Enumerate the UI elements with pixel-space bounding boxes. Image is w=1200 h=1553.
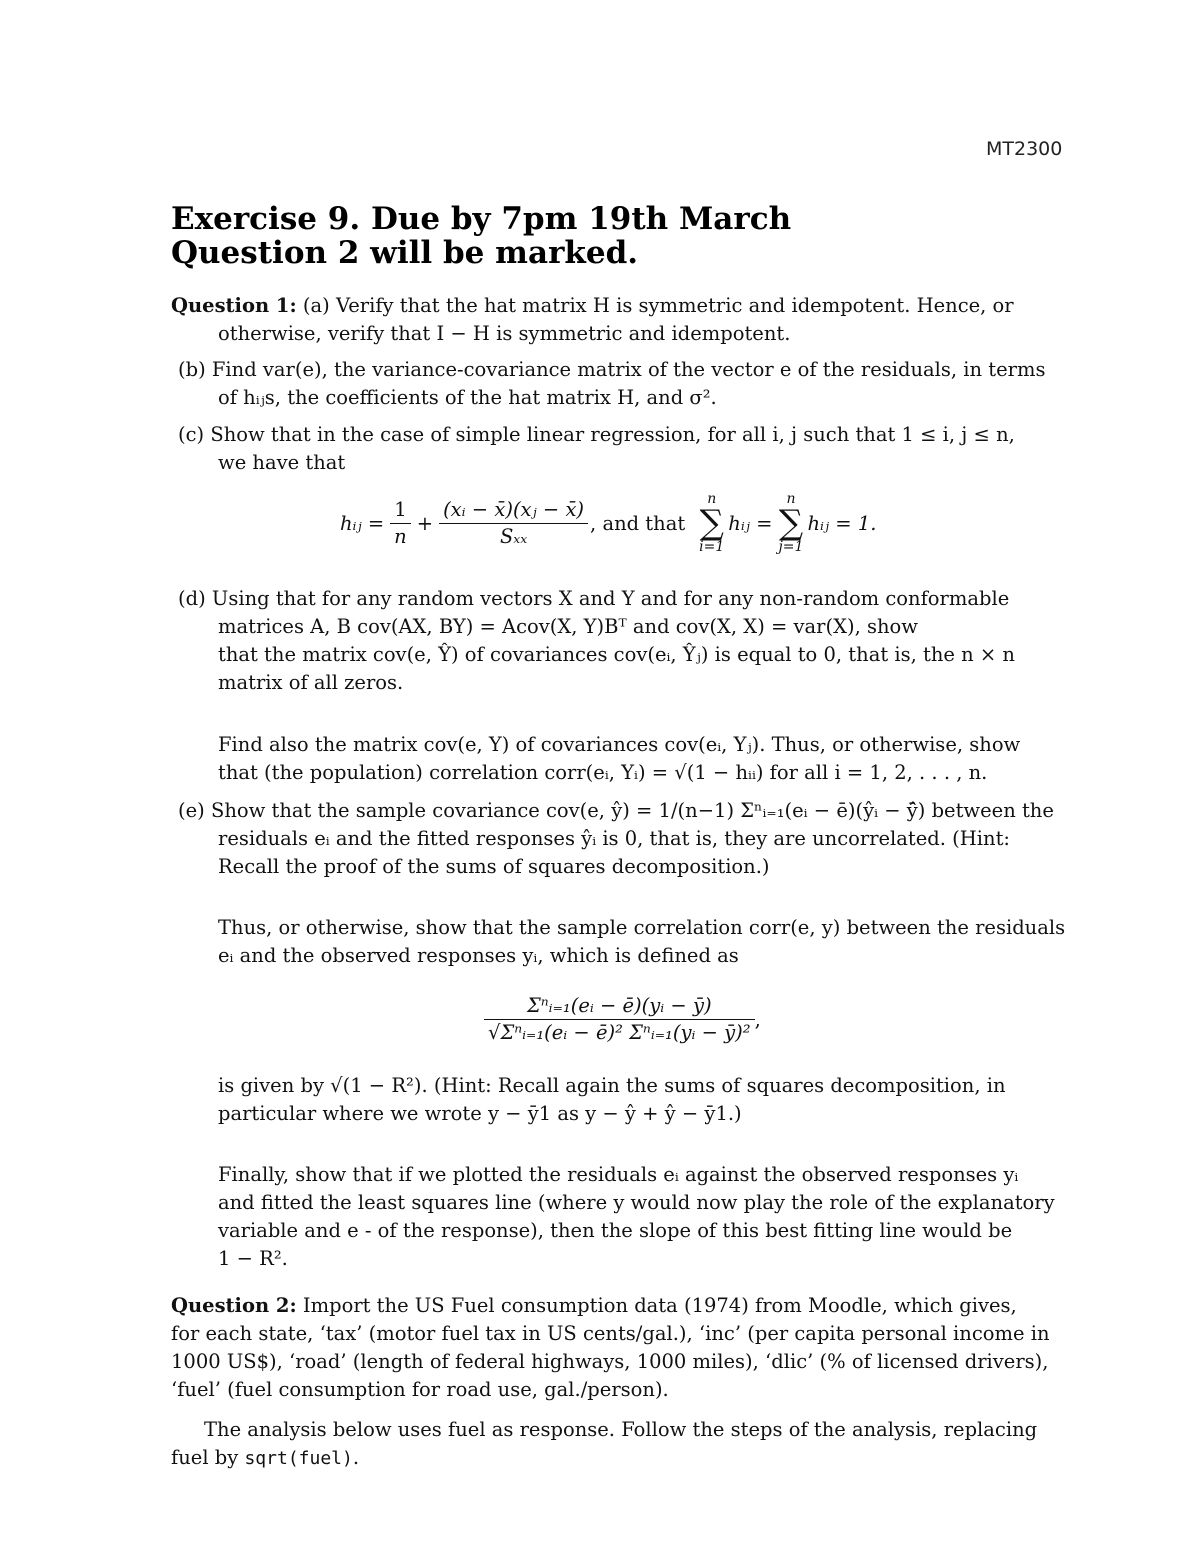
fraction-one-over-n [390,497,411,550]
q2-intro-text: Import the US Fuel consumption data (1974) from Moodle, which gives, [302,1294,1017,1317]
fraction-denominator: Sₓₓ [499,524,528,548]
sum-upper-limit: n [707,491,717,507]
sigma-symbol: ∑ [699,503,724,543]
hat-matrix-formula [340,480,876,566]
q1-e-line6: is given by √(1 − R²). (Hint: Recall again the sums of squares decomposition, in [218,1074,1006,1097]
q1-d-line5: Find also the matrix cov(e, Y) of covariances cov(eᵢ, Yⱼ). Thus, or otherwise, show [218,733,1021,756]
q1-e-line3: Recall the proof of the sums of squares decomposition.) [218,855,770,878]
sample-correlation-formula [484,984,761,1054]
course-code: MT2300 [986,138,1063,160]
q2-line3: 1000 US$), ‘road’ (length of federal highways, 1000 miles), ‘dlic’ (% of licensed drivers), [171,1350,1049,1373]
q2-line6-suffix: . [352,1446,360,1469]
q1-a-first-line [171,292,1060,320]
fraction-numerator: 1 [390,497,411,524]
formula-connector: , and that [590,511,686,535]
fraction-numerator: (xᵢ − x̄)(xⱼ − x̄) [439,497,588,524]
q1-e-line10: variable and e - of the response), then the slope of this best fitting line would be [218,1219,1013,1242]
q1-a-line2: otherwise, verify that I − H is symmetric and idempotent. [218,322,791,345]
formula-comma: , [754,1007,761,1031]
formula-term: hᵢⱼ = [728,511,773,535]
q1-a-text: (a) Verify that the hat matrix H is symmetric and idempotent. Hence, or [302,294,1014,317]
q1-d-line3: that the matrix cov(e, Ŷ) of covariances cov(eᵢ, Ŷⱼ) is equal to 0, that is, the n × n [218,643,1015,666]
code-sqrt-fuel: sqrt(fuel) [244,1448,353,1469]
sigma-symbol: ∑ [778,503,804,543]
q1-d-line6: that (the population) correlation corr(eᵢ, Yᵢ) = √(1 − hᵢᵢ) for all i = 1, 2, . . . , n. [218,761,988,784]
q1-d-line2: matrices A, B cov(AX, BY) = Acov(X, Y)Bᵀ and cov(X, X) = var(X), show [218,615,918,638]
q2-line5: The analysis below uses fuel as response. Follow the steps of the analysis, replacing [204,1418,1038,1441]
q2-line6 [171,1444,1060,1473]
q1-c-line2: we have that [218,451,346,474]
q2-line6-prefix: fuel by [171,1446,239,1469]
q2-label: Question 2: [171,1294,297,1317]
page-title: Exercise 9. Due by 7pm 19th March [171,201,792,237]
fraction-denominator: √Σⁿᵢ₌₁(eᵢ − ē)² Σⁿᵢ₌₁(yᵢ − ȳ)² [488,1020,751,1044]
fraction-leverage-term [439,497,588,550]
fraction-denominator: n [394,524,407,548]
q1-e-line11: 1 − R². [218,1247,288,1270]
q2-line1 [171,1292,1060,1320]
sum-over-i [699,492,724,554]
q1-c-line1: (c) Show that in the case of simple linear regression, for all i, j such that 1 ≤ i, j ≤ n, [178,423,1015,446]
q1-b-line2: of hᵢⱼs, the coefficients of the hat matrix H, and σ². [218,386,717,409]
sum-lower-limit: i=1 [699,539,725,555]
q1-d-line1: (d) Using that for any random vectors X and Y and for any non-random conformable [178,587,1010,610]
q1-b-line1: (b) Find var(e), the variance-covariance matrix of the vector e of the residuals, in terms [178,358,1046,381]
formula-lhs: hᵢⱼ = [340,511,385,535]
q1-e-line9: and fitted the least squares line (where y would now play the role of the explanatory [218,1191,1055,1214]
q1-e-line7: particular where we wrote y − ȳ1 as y − ŷ + ŷ − ȳ1.) [218,1102,742,1125]
sum-lower-limit: j=1 [778,539,804,555]
q1-e-line8: Finally, show that if we plotted the residuals eᵢ against the observed responses yᵢ [218,1163,1019,1186]
q1-e-line1: (e) Show that the sample covariance cov(e, ŷ) = 1/(n−1) Σⁿᵢ₌₁(eᵢ − ē)(ŷᵢ − ȳ̂) between the [178,799,1054,822]
q1-e-line4: Thus, or otherwise, show that the sample correlation corr(e, y) between the residuals [218,916,1066,939]
q1-e-line2: residuals eᵢ and the fitted responses ŷᵢ is 0, that is, they are uncorrelated. (Hint: [218,827,1010,850]
q2-line4: ‘fuel’ (fuel consumption for road use, gal./person). [171,1378,669,1401]
plus-sign: + [416,511,434,535]
sqrt-argument: Σⁿᵢ₌₁(eᵢ − ē)² Σⁿᵢ₌₁(yᵢ − ȳ)² [500,1020,751,1044]
sum-upper-limit: n [786,491,796,507]
sum-over-j [778,492,803,554]
q1-d-line4: matrix of all zeros. [218,671,404,694]
q1-label: Question 1: [171,294,297,317]
formula-result: hᵢⱼ = 1. [807,511,877,535]
marking-note: Question 2 will be marked. [171,235,639,271]
correlation-fraction [484,993,755,1046]
fraction-numerator: Σⁿᵢ₌₁(eᵢ − ē)(yᵢ − ȳ) [484,993,755,1020]
q2-line2: for each state, ‘tax’ (motor fuel tax in US cents/gal.), ‘inc’ (per capita personal income in [171,1322,1050,1345]
q1-e-line5: eᵢ and the observed responses yᵢ, which is defined as [218,944,739,967]
